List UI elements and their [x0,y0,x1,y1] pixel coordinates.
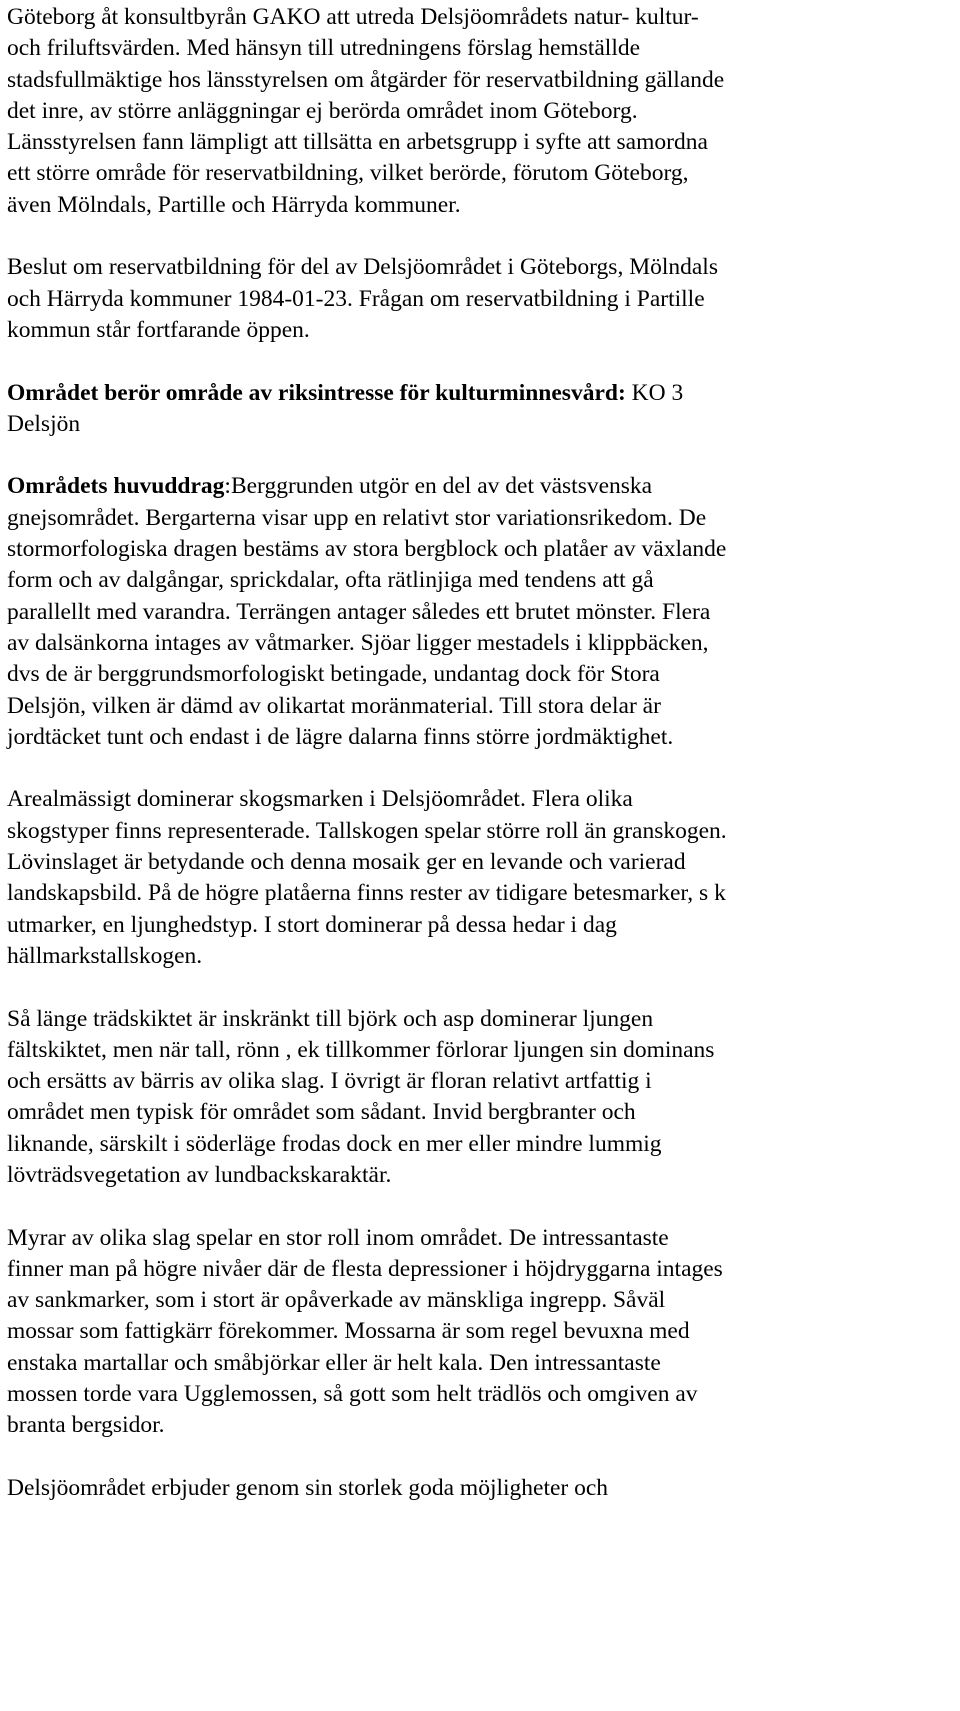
paragraph-background [7,2,952,221]
text-line: Lövinslaget är betydande och denna mosaik ger en levande och varierad [7,849,686,876]
paragraph-mires [7,1223,952,1442]
text-line: stormorfologiska dragen bestäms av stora bergblock och platåer av växlande [7,536,727,563]
text-line: av sankmarker, som i stort är opåverkade av mänskliga ingrepp. Såväl [7,1287,666,1314]
text-line: Så länge trädskiktet är inskränkt till björk och asp dominerar ljungen [7,1005,654,1032]
text-line: och friluftsvärden. Med hänsyn till utredningens förslag hemställde [7,35,641,62]
text-line: hällmarkstallskogen. [7,942,203,969]
text-line: det inre, av större anläggningar ej berörda området inom Göteborg. [7,97,638,124]
text-line: Beslut om reservatbildning för del av Delsjöområdet i Göteborgs, Mölndals [7,254,718,281]
text-line: Länsstyrelsen fann lämpligt att tillsätta en arbetsgrupp i syfte att samordna [7,129,708,156]
text-line: utmarker, en ljunghedstyp. I stort dominerar på dessa hedar i dag [7,911,617,938]
text-line: finner man på högre nivåer där de flesta depressioner i höjdryggarna intages [7,1255,723,1282]
text-line: Myrar av olika slag spelar en stor roll inom området. De intressantaste [7,1224,669,1251]
text-line: ett större område för reservatbildning, vilket berörde, förutom Göteborg, [7,160,689,187]
text-line: kommun står fortfarande öppen. [7,316,310,343]
main-features-first-line [7,471,952,502]
text-line: och ersätts av bärris av olika slag. I övrigt är floran relativt artfattig i [7,1068,652,1095]
text-line: dvs de är berggrundsmorfologiskt betingade, undantag dock för Stora [7,661,660,688]
section-text: :Berggrunden utgör en del av det västsvenska [224,473,653,500]
text-line: mossen torde vara Ugglemossen, så gott som helt trädlös och omgiven av [7,1381,698,1408]
text-line: form och av dalgångar, sprickdalar, ofta rätlinjiga med tendens att gå [7,567,654,594]
national-interest-heading [7,378,952,409]
text-line: jordtäcket tunt och endast i de lägre dalarna finns större jordmäktighet. [7,723,674,750]
paragraph-recreation [7,1473,952,1504]
text-line: liknande, särskilt i söderläge frodas dock en mer eller mindre lummig [7,1130,662,1157]
text-line: lövträdsvegetation av lundbackskaraktär. [7,1161,392,1188]
text-line: även Mölndals, Partille och Härryda kommuner. [7,191,461,218]
text-line: gnejsområdet. Bergarterna visar upp en relativt stor variationsrikedom. De [7,504,707,531]
text-line: branta bergsidor. [7,1412,165,1439]
paragraph-vegetation [7,1004,952,1192]
text-line: Göteborg åt konsultbyrån GAKO att utreda Delsjöområdets natur- kultur- [7,4,699,30]
paragraph-main-features [7,471,952,753]
paragraph-forest [7,784,952,972]
text-line: Delsjön, vilken är dämd av olikartat moränmaterial. Till stora delar är [7,692,661,719]
text-line: av dalsänkorna intages av våtmarker. Sjöar ligger mestadels i klippbäcken, [7,629,709,656]
text-line: fältskiktet, men när tall, rönn , ek tillkommer förlorar ljungen sin dominans [7,1036,715,1063]
text-line: Delsjön [7,410,81,437]
text-line: parallellt med varandra. Terrängen antager således ett brutet mönster. Flera [7,598,711,625]
text-line: Arealmässigt dominerar skogsmarken i Delsjöområdet. Flera olika [7,786,633,813]
text-line: mossar som fattigkärr förekommer. Mossarna är som regel bevuxna med [7,1318,690,1345]
heading-code: KO 3 [625,379,684,406]
paragraph-decision [7,252,952,346]
text-line: enstaka martallar och småbjörkar eller är helt kala. Den intressantaste [7,1349,661,1376]
text-line: och Härryda kommuner 1984-01-23. Frågan om reservatbildning i Partille [7,285,705,312]
paragraph-national-interest [7,378,952,441]
section-label: Områdets huvuddrag [7,473,225,500]
heading-bold-text: Området berör område av riksintresse för kulturminnesvård: [7,379,626,406]
text-line: området men typisk för området som sådant. Invid bergbranter och [7,1099,636,1126]
text-line: skogstyper finns representerade. Tallskogen spelar större roll än granskogen. [7,817,727,844]
text-line: stadsfullmäktige hos länsstyrelsen om åtgärder för reservatbildning gällande [7,66,725,93]
text-line: landskapsbild. På de högre platåerna finns rester av tidigare betesmarker, s k [7,880,726,907]
text-line: Delsjöområdet erbjuder genom sin storlek goda möjligheter och [7,1474,609,1501]
